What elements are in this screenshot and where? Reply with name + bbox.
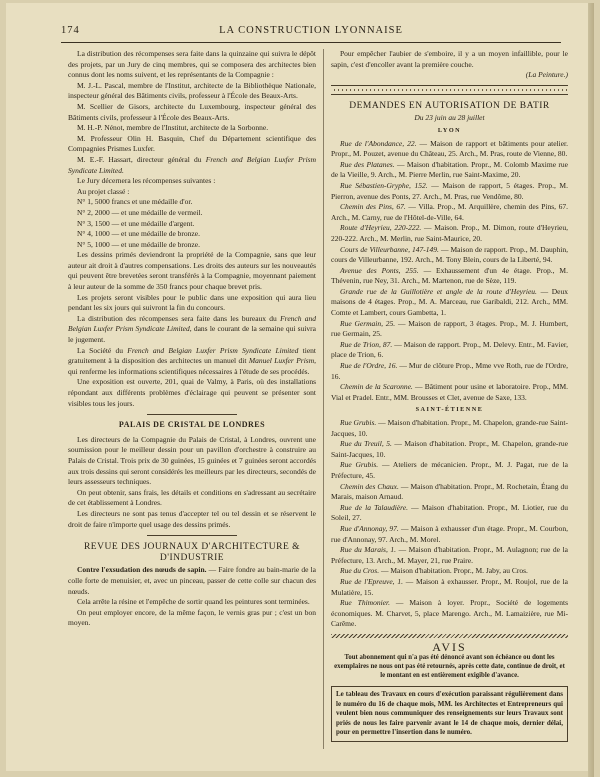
- entry-details: — Maison de rapport, 5 étages. Prop., M. Pierron, avenue des Ponts, 27. Arch., M. Pras, rue Vendôme, 80.: [331, 180, 568, 201]
- left-column: [68, 49, 316, 629]
- prize-item: N° 4, 1000 — et une médaille de bronze.: [77, 229, 200, 239]
- notice-box: Le tableau des Travaux en cours d'exécution paraissant régulièrement dans le numéro du 16 de chaque mois, MM. les Architectes et Entrepreneurs qui veulent bien nous communiquer des renseignements sur leurs Travaux sont priés de nous les faire parvenir avant le 14 de chaque mois, dernier délai, pour en permettre l'insertion dans le numéro.: [331, 686, 568, 741]
- permit-entry: [331, 524, 568, 545]
- entry-details: — Maison d'habitation. Propr., M. Chapelon, grande-rue Saint-Jacques, 10.: [331, 418, 569, 438]
- permit-list: [331, 139, 568, 404]
- prize-item: N° 5, 1000 — et une médaille de bronze.: [77, 239, 200, 249]
- paragraph: Les projets seront visibles pour le public dans une exposition qui aura lieu pendant les six jours qui suivront la fin du concours.: [68, 292, 316, 313]
- street-name: Rue Germain, 25.: [340, 318, 396, 328]
- paragraph: Une exposition est ouverte, 201, quai de Valmy, à Paris, où des installations répondant aux différents problèmes d'éclairage qui peuvent se présenter sont visibles tous les jours.: [68, 377, 316, 408]
- text-bold: Contre l'exsudation des nœuds de sapin.: [77, 565, 207, 575]
- entry-details: — Maison de rapport. Prop., M. Delevy. Entr., M. Favier, place de Trion, 6.: [331, 339, 569, 360]
- street-name: Rue des Platanes.: [340, 159, 395, 169]
- paragraph: Les directeurs de la Compagnie du Palais de Cristal, à Londres, ouvrent une soumission pour le meilleur dessin pour un pavillon d'orchestre à construire au Palais de Cristal. Trois prix de 30 guinées, 15 guinées et 7 guinées seront accordés aux trois dessins qui seront considérés les meilleurs par les directeurs, secondés de leurs assesseurs techniques.: [68, 434, 316, 487]
- entry-details: — Maison d'habitation. Propr., M. Colomb Maxime rue de la Vieille, 9. Arch., M. Pierre Merlin, rue Saint-Maxime, 20.: [331, 159, 568, 180]
- header-rule: [61, 42, 561, 43]
- street-name: Avenue des Ponts, 255.: [340, 265, 419, 275]
- permit-entry: [331, 460, 568, 481]
- entry-details: — Maison de rapport et bâtiments pour atelier. Propr., M. Pouzet, avenue du Château, 25. Arch., M. Pras, route de Vienne, 80.: [331, 138, 568, 159]
- street-name: Cours de Villeurbanne, 147-149.: [340, 244, 439, 254]
- paragraph: On peut obtenir, sans frais, les détails et conditions en s'adressant au secrétaire de cet établissement à Londres.: [68, 487, 316, 508]
- permit-entry: [331, 160, 568, 181]
- notice-text: Tout abonnement qui n'a pas été dénoncé avant son échéance ou dont les exemplaires ne nous ont pas été retournés, après cette date, continue de droit, et le montant en est entièrement exigible d'avance.: [334, 654, 565, 680]
- permit-list: [331, 418, 568, 630]
- page-number: 174: [61, 25, 80, 36]
- street-name: Rue d'Annonay, 97.: [340, 523, 399, 533]
- section-heading: PALAIS DE CRISTAL DE LONDRES: [118, 420, 266, 430]
- permit-entry: [331, 223, 568, 244]
- text: La Société du: [77, 345, 128, 355]
- permit-entry: [331, 503, 568, 524]
- page-edge: [588, 3, 594, 777]
- permit-entry: [331, 382, 568, 403]
- entry-details: — Maison d'habitation. Propr., M. Rochetain, Étang du Marais, maison Arnaud.: [331, 481, 568, 502]
- paragraph: [68, 155, 316, 176]
- entry-details: — Maison à exhausser. Propr., M. Roujol, rue de la Mulatière, 15.: [331, 576, 568, 597]
- paragraph: Cela arrête la résine et l'empêche de sortir quand les peintures sont terminées.: [77, 597, 310, 607]
- permit-entry: [331, 266, 568, 287]
- entry-details: — Mur de clôture Prop., Mme vve Roth, rue de l'Ordre, 16.: [331, 361, 568, 381]
- permit-entry: [331, 245, 568, 266]
- street-name: Rue du Treuil, 5.: [340, 439, 392, 449]
- paragraph: Les dessins primés deviendront la propriété de la Compagnie, sans que leur auteur ait droit à d'autres compensations. Les droits des auteurs sur les nouveautés qui peuvent être brevetées seront transférés à la Compagnie, moyennant paiement à leur auteur de la somme de 350 francs pour chaque brevet pris.: [68, 250, 316, 292]
- paragraph: [68, 314, 316, 346]
- street-name: Rue de l'Ordre, 16.: [340, 361, 398, 371]
- city-heading: SAINT-ÉTIENNE: [415, 406, 484, 414]
- permit-entry: [331, 139, 568, 160]
- entry-details: — Maison de rapport, 3 étages. Prop., M. J. Humbert, rue Germain, 25.: [331, 318, 568, 339]
- permit-entry: [331, 181, 568, 202]
- notice-heading: AVIS: [432, 639, 467, 654]
- running-header: [61, 25, 561, 43]
- text: — Faire fondre au bain-marie de la colle forte de menuisier, et, avec un pinceau, passer de cette colle sur chacun des nœuds.: [68, 565, 316, 596]
- text-italic: French and Belgian Luxfer Prism Syndicate Limited.: [68, 154, 316, 175]
- text: tient gratuitement à la disposition des architectes un manuel dit: [68, 345, 316, 366]
- journal-title: LA CONSTRUCTION LYONNAISE: [219, 25, 403, 36]
- permit-entry: [331, 482, 568, 503]
- section-heading: DEMANDES EN AUTORISATION DE BATIR: [349, 100, 550, 111]
- date-range: Du 23 juin au 28 juillet: [414, 113, 485, 123]
- permit-entry: [331, 361, 568, 382]
- paragraph: [68, 565, 316, 597]
- text-italic: French and Belgian Luxfer Prism Syndicate Limited: [68, 313, 316, 334]
- source-credit: (La Peinture.): [525, 70, 568, 80]
- entry-details: — Exhaussement d'un 4e étage. Prop., M. Thévenin, rue Ney, 31. Arch., M. Martenon, rue de Sèze, 119.: [331, 265, 568, 286]
- permit-entry: [331, 598, 568, 630]
- permit-entry: [331, 319, 568, 340]
- street-name: Chemin de la Scaronne.: [340, 382, 413, 392]
- permit-entry: [331, 577, 568, 598]
- paragraph: On peut employer encore, de la même façon, le vernis gras pur ; c'est un bon moyen.: [68, 607, 316, 628]
- permit-entry: [331, 545, 568, 566]
- page: [6, 3, 594, 771]
- text-italic: Manuel Luxfer Prism: [248, 356, 315, 366]
- prize-item: N° 3, 1500 — et une médaille d'argent.: [77, 218, 195, 228]
- street-name: Rue du Cros.: [340, 566, 380, 576]
- text: , dans le courant de la semaine qui suivra le jugement.: [68, 324, 316, 345]
- paragraph: [68, 346, 316, 378]
- separator: [147, 414, 237, 415]
- street-name: Rue de l'Abondance, 22.: [340, 138, 417, 148]
- paragraph: Le Jury décernera les récompenses suivantes :: [77, 176, 216, 186]
- street-name: Rue Sébastien-Gryphe, 152.: [340, 180, 428, 190]
- street-name: Rue Thimonier.: [340, 598, 390, 608]
- column-divider: [323, 49, 324, 749]
- section-heading: REVUE DES JOURNAUX D'ARCHITECTURE & D'INDUSTRIE: [83, 542, 301, 563]
- paragraph: Au projet classé :: [77, 186, 130, 196]
- paragraph: M. Professeur Olin H. Basquin, Chef du Département scientifique des Compagnies Prismes Luxfer.: [68, 133, 316, 154]
- street-name: Rue de la Talaudière.: [340, 502, 408, 512]
- entry-details: — Maison de rapport. Prop., M. Dauphin, cours de Villeurbanne, 192. Arch., M. Tony Blein, cours de la Liberté, 94.: [331, 244, 568, 265]
- text: La distribution des récompenses sera faite dans les bureaux du: [77, 313, 281, 323]
- entry-details: — Maison à loyer. Propr., Société de logements économiques. M. Charvet, 5, place Marengo. Arch., M. Lamaizière, rue Mi-Carême.: [331, 598, 568, 629]
- separator: [147, 535, 237, 536]
- prize-item: N° 2, 2000 — et une médaille de vermeil.: [77, 207, 203, 217]
- city-heading: LYON: [437, 126, 462, 134]
- street-name: Rue Grubis.: [340, 418, 377, 427]
- entry-details: — Maison à exhausser d'un étage. Propr., M. Courbon, rue d'Annonay, 97. Arch., M. Morel.: [331, 523, 568, 544]
- paragraph: La distribution des récompenses sera faite dans la quinzaine qui suivra le dépôt des projets, par un Jury de cinq membres, qui se composera des architectes bien connus dont les noms suivent, et les représentants de la Compagnie :: [68, 49, 316, 80]
- entry-details: — Villa. Prop., M. Arquillère, chemin des Pins, 67. Arch., M. Carny, rue de l'Hôtel-de-Ville, 64.: [331, 202, 568, 222]
- text-italic: French and Belgian Luxfer Prism Syndicate Limited: [127, 345, 299, 355]
- text: M. E.-F. Hassart, directeur général du: [77, 154, 206, 164]
- entry-details: — Deux maisons de 4 étages. Prop., M. A. Marceau, rue Garibaldi, 212. Arch., MM. Comte et Lambert, cours Gambetta, 1.: [331, 286, 568, 318]
- entry-details: — Maison d'habitation. Propr., M. Aulagnon; rue de la Préfecture, 13. Arch., M. Mayer, 21, rue Praire.: [331, 545, 568, 565]
- entry-details: — Bâtiment pour usine et laboratoire. Prop., MM. Vial et Pradel. Entr., MM. Brousses et Clet, avenue de Saxe, 133.: [331, 382, 568, 402]
- permit-entry: [331, 340, 568, 361]
- paragraph: M. H.-P. Nénot, membre de l'Institut, architecte de la Sorbonne.: [77, 123, 269, 133]
- decorative-rule: [331, 634, 568, 638]
- permit-entry: [331, 202, 568, 223]
- permit-entry: [331, 439, 568, 460]
- entry-details: — Maison d'habitation. Propr., M. Liotier, rue du Soleil, 27.: [331, 502, 568, 523]
- entry-details: — Maison d'habitation. Propr., M. Chapelon, grande-rue Saint-Jacques, 10.: [331, 439, 568, 459]
- paragraph: Pour empêcher l'aubier de s'emboire, il y a un moyen infaillible, pour le sapin, c'est d'encoller avant la première couche.: [331, 49, 568, 69]
- permit-entry: [331, 287, 568, 319]
- entry-details: — Maison d'habitation. Propr., M. Jaby, au Cros.: [379, 566, 528, 576]
- street-name: Chemin des Chaux.: [340, 481, 399, 491]
- text: , qui renferme les informations scientifiques nécessaires à l'étude de ses procédés.: [68, 356, 316, 376]
- paragraph: M. Scellier de Gisors, architecte du Luxembourg, inspecteur général des Bâtiments civils, professeur à l'École des Beaux-Arts.: [68, 101, 316, 122]
- permit-entry: [331, 566, 568, 577]
- street-name: Rue de Trion, 87.: [340, 339, 393, 349]
- permit-entry: [331, 418, 568, 439]
- street-name: Rue du Marais, 1.: [340, 545, 397, 555]
- street-name: Rue Grubis.: [340, 460, 379, 470]
- street-name: Route d'Heyrieu, 220-222.: [340, 223, 422, 233]
- street-name: Rue de l'Epreuve, 1.: [340, 576, 403, 586]
- street-name: Chemin des Pins, 67.: [340, 202, 406, 212]
- entry-details: — Ateliers de mécanicien. Propr., M. J. Pagat, rue de la Préfecture, 45.: [331, 460, 568, 480]
- paragraph: Les directeurs ne sont pas tenus d'accepter tel ou tel dessin et se réservent le droit de faire n'importe quel usage des dessins primés.: [68, 508, 316, 529]
- right-column: [331, 49, 568, 742]
- street-name: Grande rue de la Guillotière et angle de la route d'Heyrieu.: [340, 286, 537, 296]
- entry-details: — Maison. Prop., M. Dimon, route d'Heyrieu, 220-222. Arch., M. Merlin, rue Saint-Maurice, 20.: [331, 223, 568, 243]
- prize-item: N° 1, 5000 francs et une médaille d'or.: [77, 197, 193, 207]
- paragraph: M. J.-L. Pascal, membre de l'Institut, architecte de la Bibliothèque Nationale, inspecteur général des Bâtiments civils, professeur à l'École des Beaux-Arts.: [68, 80, 316, 101]
- decorative-rule: [331, 85, 568, 95]
